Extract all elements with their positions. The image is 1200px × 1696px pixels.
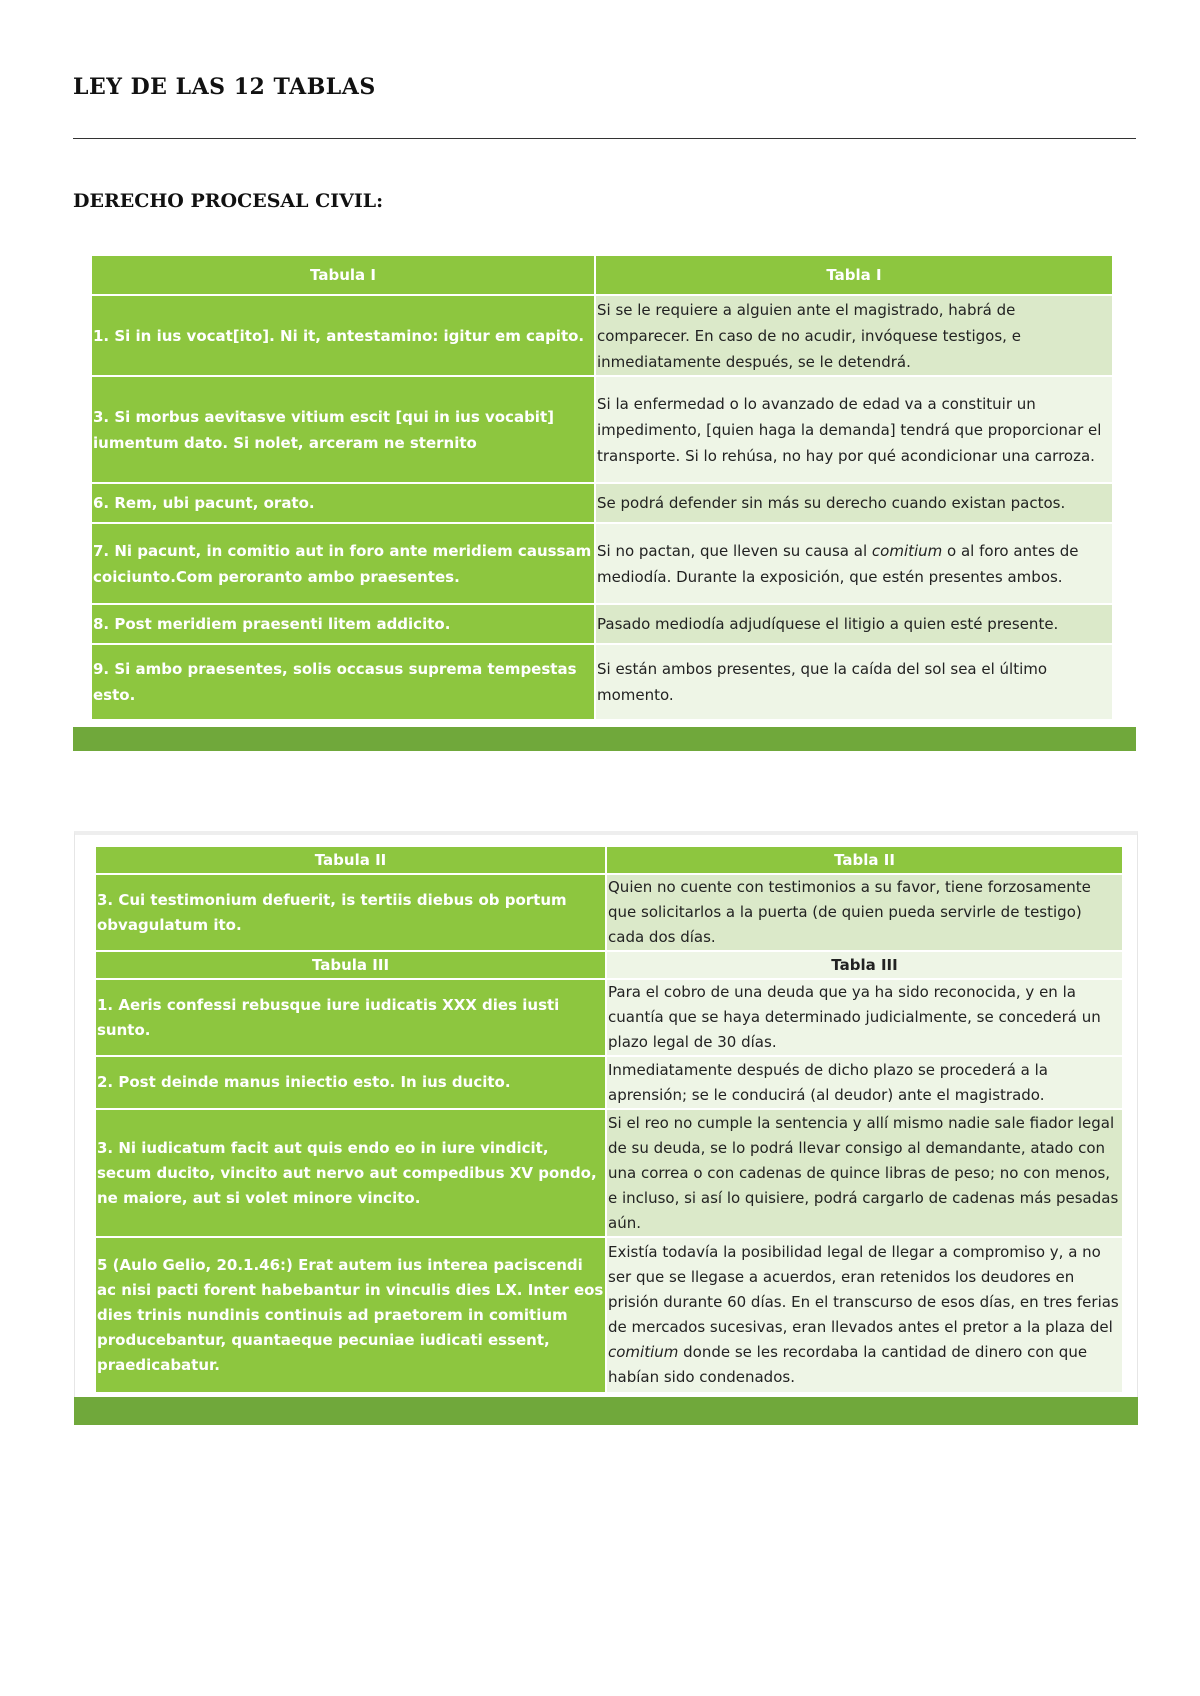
latin-cell: 7. Ni pacunt, in comitio aut in foro ante meridiem caussam coiciunto.Com peroranto ambo praesentes. bbox=[92, 524, 596, 605]
spanish-text: o al foro antes de mediodía. Durante la exposición, que estén presentes ambos. bbox=[597, 541, 1079, 586]
section-heading: DERECHO PROCESAL CIVIL: bbox=[73, 190, 384, 212]
spanish-text: donde se les recordaba la cantidad de dinero con que habían sido condenados. bbox=[608, 1343, 1088, 1386]
spanish-italic-term: comitium bbox=[608, 1343, 679, 1361]
latin-cell: 9. Si ambo praesentes, solis occasus suprema tempestas esto. bbox=[92, 645, 596, 721]
latin-cell: 3. Si morbus aevitasve vitium escit [qui in ius vocabit] iumentum dato. Si nolet, arceram ne sternito bbox=[92, 377, 596, 484]
table-subheader-row bbox=[96, 952, 1122, 980]
spanish-cell: Para el cobro de una deuda que ya ha sido reconocida, y en la cuantía que se haya determinado judicialmente, se concederá un plazo legal de 30 días. bbox=[607, 980, 1122, 1057]
spanish-cell: Quien no cuente con testimonios a su favor, tiene forzosamente que solicitarlos a la puerta (de quien pueda servirle de testigo) cada dos días. bbox=[607, 875, 1122, 952]
header-latin: Tabula II bbox=[96, 847, 607, 875]
subheader-spanish: Tabla III bbox=[607, 952, 1122, 980]
spanish-cell bbox=[596, 524, 1112, 605]
latin-cell: 2. Post deinde manus iniectio esto. In ius ducito. bbox=[96, 1057, 607, 1110]
table-row bbox=[92, 296, 1112, 377]
spanish-cell: Si el reo no cumple la sentencia y allí mismo nadie sale fiador legal de su deuda, se lo podrá llevar consigo al demandante, atado con una correa o con cadenas de quince libras de peso; no con menos, e incluso, si así lo quisiere, podrá cargarlo de cadenas más pesadas aún. bbox=[607, 1110, 1122, 1238]
spanish-text: Existía todavía la posibilidad legal de llegar a compromiso y, a no ser que se llegase a acuerdos, eran retenidos los deudores en prisión durante 60 días. En el transcurso de esos días, en tres ferias de mercados sucesivas, eran llevados antes el pretor a la plaza del bbox=[608, 1243, 1119, 1336]
latin-cell: 5 (Aulo Gelio, 20.1.46:) Erat autem ius interea paciscendi ac nisi pacti forent habebantur in vinculis dies LX. Inter eos dies trinis nundinis continuis ad praetorem in comitium producebantur, quantaeque pecuniae iudicati essent, praedicabatur. bbox=[96, 1238, 607, 1394]
latin-cell: 6. Rem, ubi pacunt, orato. bbox=[92, 484, 596, 524]
document-title: LEY DE LAS 12 TABLAS bbox=[73, 74, 376, 100]
spanish-cell: Pasado mediodía adjudíquese el litigio a quien esté presente. bbox=[596, 605, 1112, 645]
spanish-text: Si no pactan, que lleven su causa al bbox=[597, 541, 872, 560]
header-spanish: Tabla II bbox=[607, 847, 1122, 875]
table-row bbox=[92, 484, 1112, 524]
table-tabula-1 bbox=[92, 256, 1112, 721]
spanish-cell: Si la enfermedad o lo avanzado de edad va a constituir un impedimento, [quien haga la demanda] tendrá que proporcionar el transporte. Si lo rehúsa, no hay por qué acondicionar una carroza. bbox=[596, 377, 1112, 484]
table-row bbox=[92, 377, 1112, 484]
spanish-cell: Inmediatamente después de dicho plazo se procederá a la aprensión; se le conducirá (al deudor) ante el magistrado. bbox=[607, 1057, 1122, 1110]
table-row bbox=[92, 605, 1112, 645]
latin-cell: 1. Aeris confessi rebusque iure iudicatis XXX dies iusti sunto. bbox=[96, 980, 607, 1057]
latin-cell: 3. Cui testimonium defuerit, is tertiis diebus ob portum obvagulatum ito. bbox=[96, 875, 607, 952]
latin-cell: 8. Post meridiem praesenti litem addicito. bbox=[92, 605, 596, 645]
table-header-row bbox=[96, 847, 1122, 875]
latin-cell: 3. Ni iudicatum facit aut quis endo eo in iure vindicit, secum ducito, vincito aut nervo aut compedibus XV pondo, ne maiore, aut si volet minore vincito. bbox=[96, 1110, 607, 1238]
table-header-row bbox=[92, 256, 1112, 296]
header-spanish: Tabla I bbox=[596, 256, 1112, 296]
table-footer-band bbox=[73, 727, 1136, 751]
table-tabula-2-3 bbox=[96, 847, 1122, 1394]
header-latin: Tabula I bbox=[92, 256, 596, 296]
table-footer-band bbox=[74, 1397, 1138, 1425]
spanish-cell bbox=[607, 1238, 1122, 1394]
table-row bbox=[96, 1057, 1122, 1110]
table-row bbox=[96, 1110, 1122, 1238]
table-row bbox=[96, 1238, 1122, 1394]
title-divider bbox=[73, 138, 1136, 139]
spanish-italic-term: comitium bbox=[871, 541, 943, 560]
spanish-cell: Si se le requiere a alguien ante el magistrado, habrá de comparecer. En caso de no acudir, invóquese testigos, e inmediatamente después, se le detendrá. bbox=[596, 296, 1112, 377]
spanish-cell: Se podrá defender sin más su derecho cuando existan pactos. bbox=[596, 484, 1112, 524]
spanish-cell: Si están ambos presentes, que la caída del sol sea el último momento. bbox=[596, 645, 1112, 721]
subheader-latin: Tabula III bbox=[96, 952, 607, 980]
table-row bbox=[96, 875, 1122, 952]
table-row bbox=[96, 980, 1122, 1057]
table-row bbox=[92, 645, 1112, 721]
latin-cell: 1. Si in ius vocat[ito]. Ni it, antestamino: igitur em capito. bbox=[92, 296, 596, 377]
table-row bbox=[92, 524, 1112, 605]
